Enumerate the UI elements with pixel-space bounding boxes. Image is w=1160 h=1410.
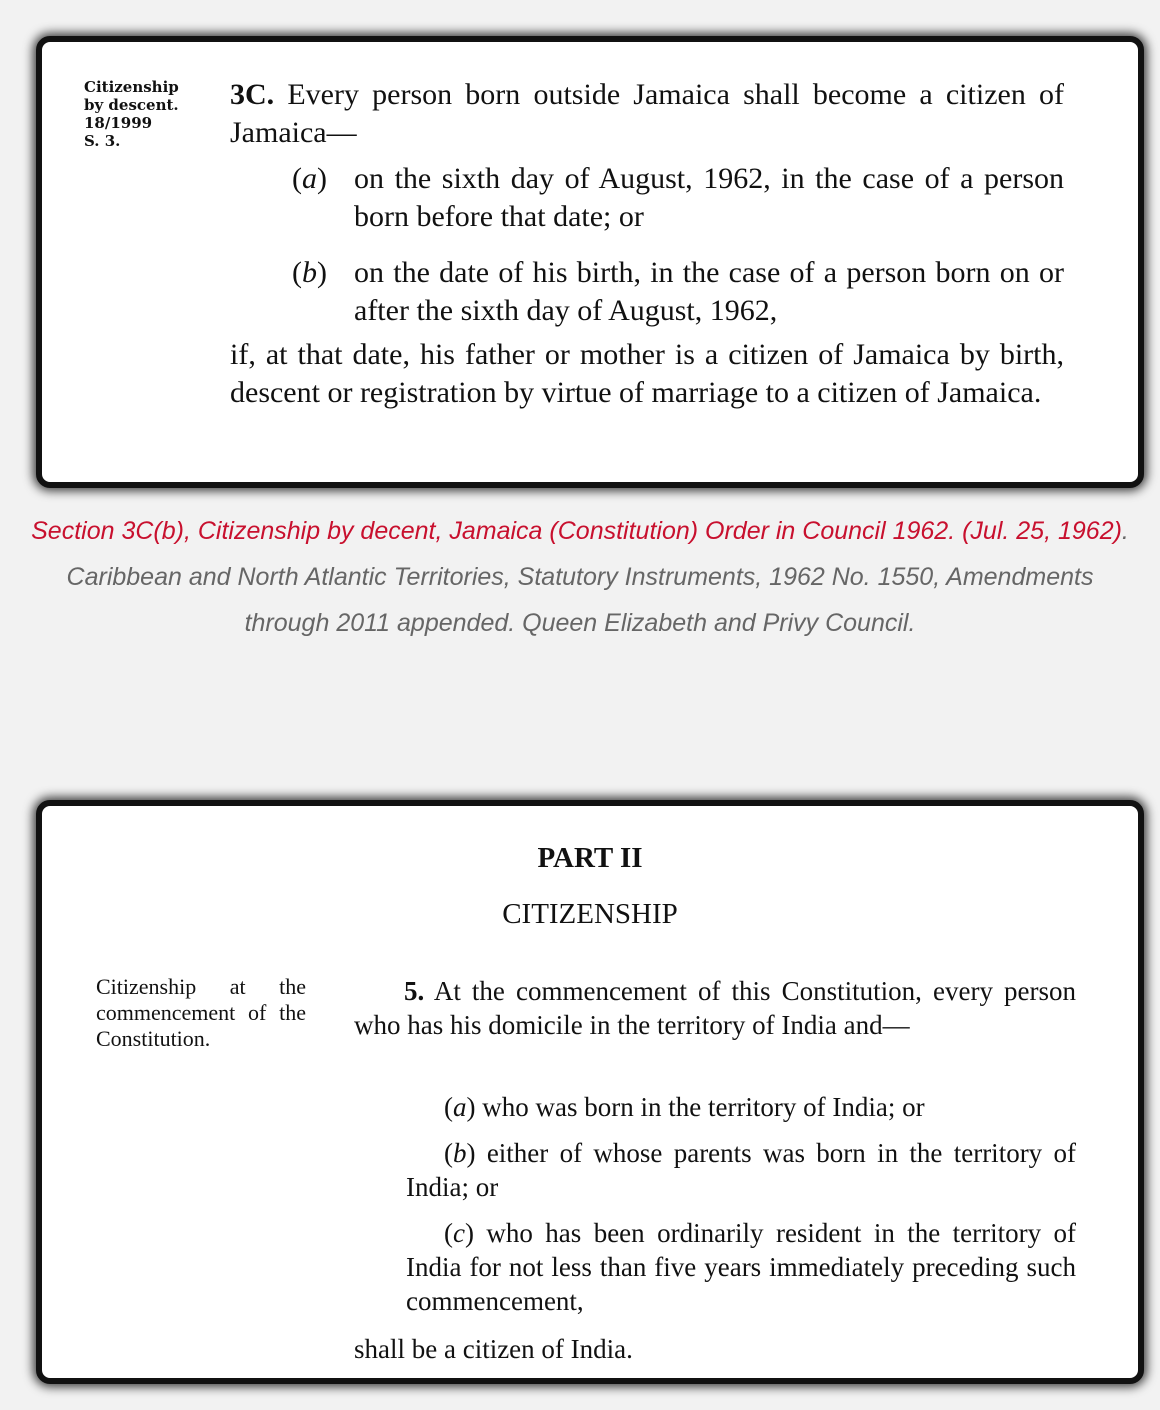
margin-note: Citizenship at the commencement of the Constitution. — [96, 974, 306, 1051]
clause-marker: (a) — [444, 1092, 476, 1122]
clause-a — [406, 1090, 1076, 1124]
margin-note-line: by descent. — [84, 96, 179, 114]
margin-note — [84, 78, 234, 150]
clause-c — [406, 1216, 1076, 1318]
section-5-intro — [354, 974, 1076, 1042]
clause-text: on the date of his birth, in the case of a person born on or after the sixth day of August, 1962, — [354, 256, 1064, 327]
clause-text: who has been ordinarily resident in the territory of India for not less than five years immediately preceding such commencement, — [406, 1218, 1076, 1316]
section-intro-text: Every person born outside Jamaica shall become a citizen of Jamaica— — [230, 78, 1064, 149]
margin-note-line: S. 3. — [84, 132, 121, 150]
caption-highlight: Section 3C(b), Citizenship by decent, Jamaica (Constitution) Order in Council 1962. (Jul. 25, 1962) — [31, 517, 1122, 545]
jamaica-excerpt-frame — [36, 36, 1144, 488]
clause-text: on the sixth day of August, 1962, in the case of a person born before that date; or — [354, 162, 1064, 233]
clause-marker: (b) — [292, 256, 327, 289]
india-excerpt-frame — [36, 800, 1144, 1384]
clause-marker: (c) — [444, 1218, 474, 1248]
section-3c-tail: if, at that date, his father or mother is a citizen of Jamaica by birth, descent or registration by virtue of marriage to a citizen of Jamaica. — [230, 338, 1064, 409]
clause-marker: (a) — [292, 162, 327, 195]
clause-text: either of whose parents was born in the territory of India; or — [406, 1138, 1076, 1202]
section-number: 5. — [404, 976, 425, 1006]
margin-note-line: Citizenship — [84, 78, 179, 96]
part-heading: PART II — [537, 842, 643, 874]
clause-text: who was born in the territory of India; or — [475, 1092, 925, 1122]
clause-marker: (b) — [444, 1138, 476, 1168]
section-5-tail: shall be a citizen of India. — [354, 1334, 633, 1364]
section-intro-text: At the commencement of this Constitution, every person who has his domicile in the territory of India and— — [354, 976, 1076, 1040]
caption — [30, 508, 1130, 646]
clause-a — [292, 160, 1064, 236]
caption-rest: . Caribbean and North Atlantic Territories, Statutory Instruments, 1962 No. 1550, Amendments through 2011 appended. Queen Elizabeth and Privy Council. — [66, 517, 1129, 637]
part-title: CITIZENSHIP — [502, 898, 678, 930]
margin-note-line: 18/1999 — [84, 114, 153, 132]
section-3c-intro — [230, 76, 1064, 152]
clause-b — [406, 1136, 1076, 1204]
section-number: 3C. — [230, 78, 275, 111]
clause-b — [292, 254, 1064, 330]
